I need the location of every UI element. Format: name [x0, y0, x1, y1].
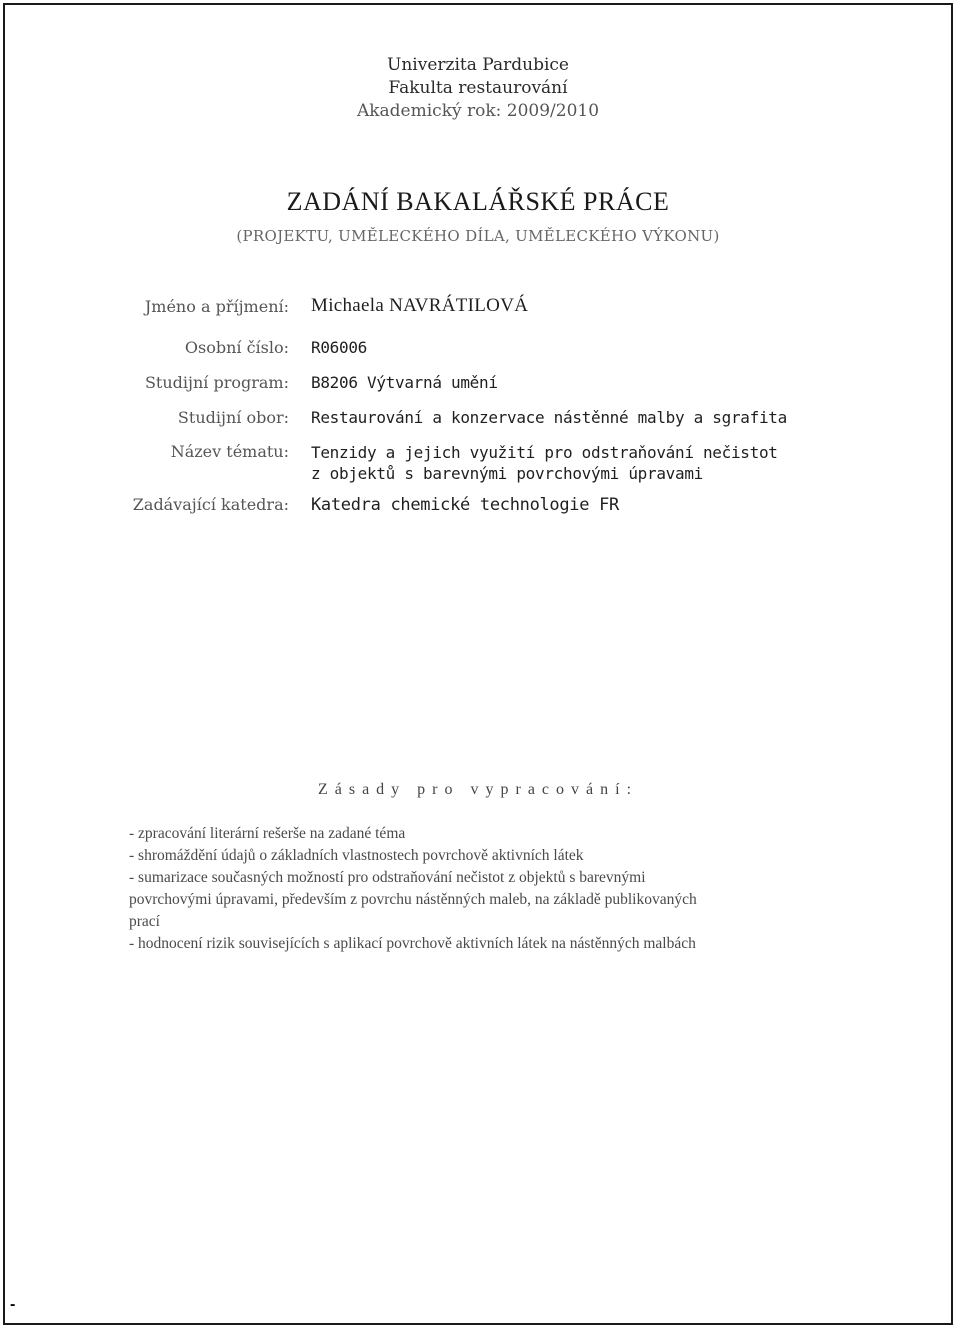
guideline-line: - zpracování literární rešerše na zadané téma — [129, 825, 406, 842]
guideline-line: - hodnocení rizik souvisejících s aplikací povrchově aktivních látek na nástěnných malbách — [129, 935, 696, 952]
guideline-line: povrchovými úpravami, především z povrchu nástěnných maleb, na základě publikovaných — [129, 891, 697, 908]
guideline-line: prací — [129, 913, 160, 930]
document-page — [3, 3, 953, 1325]
field-value-personal-number: R06006 — [311, 338, 367, 357]
guidelines-list — [129, 823, 889, 955]
field-label-study-field: Studijní obor: — [177, 408, 289, 427]
field-value-study-field: Restaurování a konzervace nástěnné malby a sgrafita — [311, 408, 787, 427]
field-value-topic — [311, 442, 778, 484]
field-value-department: Katedra chemické technologie FR — [311, 495, 619, 515]
guidelines-heading: Zásady pro vypracování: — [317, 781, 639, 798]
field-label-personal-number: Osobní číslo: — [184, 338, 289, 357]
academic-year: Akademický rok: 2009/2010 — [356, 101, 600, 121]
guideline-line: - shromáždění údajů o základních vlastnostech povrchově aktivních látek — [129, 847, 584, 864]
field-label-topic: Název tématu: — [170, 442, 289, 461]
field-topic — [5, 442, 951, 490]
document-title: ZADÁNÍ BAKALÁŘSKÉ PRÁCE — [286, 187, 670, 216]
field-study-field — [5, 408, 951, 438]
field-label-department: Zadávající katedra: — [132, 495, 289, 514]
field-label-name: Jméno a příjmení: — [144, 297, 289, 316]
field-department — [5, 495, 951, 525]
faculty-name: Fakulta restaurování — [388, 78, 568, 98]
field-label-study-program: Studijní program: — [144, 373, 289, 392]
footer-mark: - — [10, 1296, 16, 1313]
field-study-program — [5, 373, 951, 403]
field-value-study-program: B8206 Výtvarná umění — [311, 373, 498, 392]
guideline-line: - sumarizace současných možností pro odstraňování nečistot z objektů s barevnými — [129, 869, 646, 886]
university-name: Univerzita Pardubice — [387, 55, 569, 75]
topic-line-2: z objektů s barevnými povrchovými úpravami — [311, 464, 703, 483]
field-value-name: Michaela NAVRÁTILOVÁ — [311, 295, 529, 316]
topic-line-1: Tenzidy a jejich využití pro odstraňování nečistot — [311, 443, 778, 462]
field-personal-number — [5, 338, 951, 368]
document-subtitle: (PROJEKTU, UMĚLECKÉHO DÍLA, UMĚLECKÉHO VÝKONU) — [236, 227, 720, 245]
field-name — [5, 297, 951, 327]
